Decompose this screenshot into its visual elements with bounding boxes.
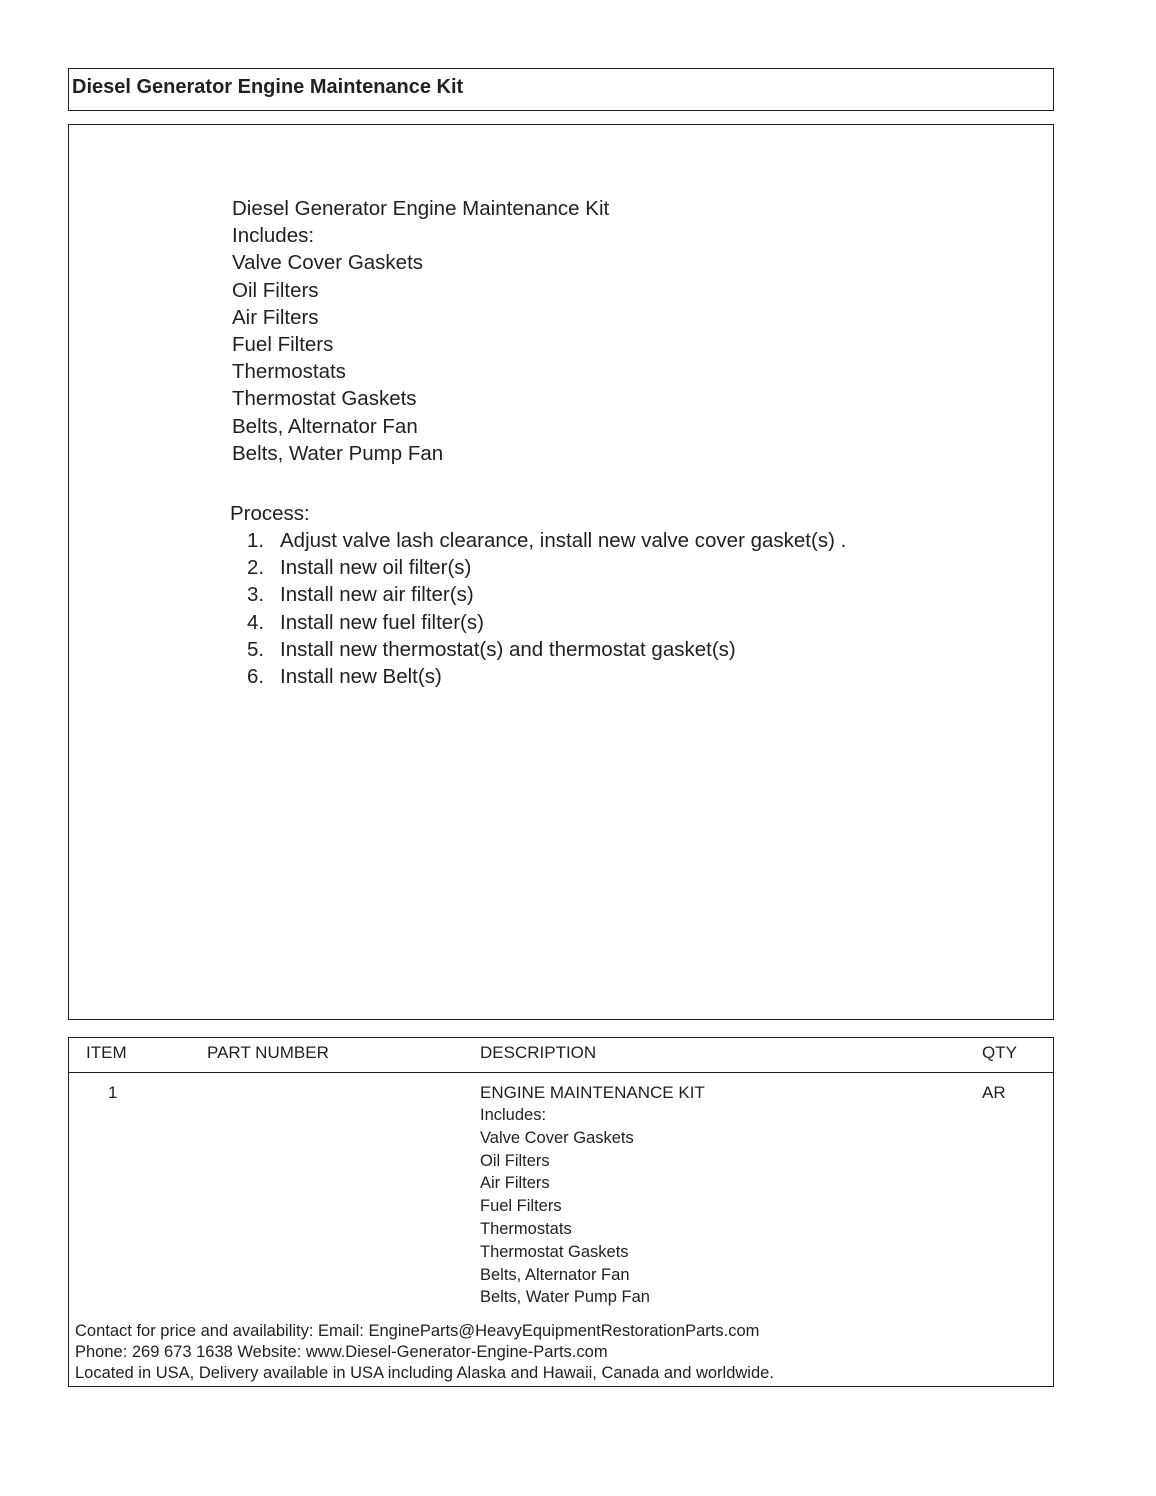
kit-contents (232, 195, 609, 467)
page-title: Diesel Generator Engine Maintenance Kit (72, 76, 464, 98)
process-step (247, 663, 846, 690)
step-text: Install new Belt(s) (280, 665, 442, 689)
contact-line-email: Contact for price and availability: Email: EngineParts@HeavyEquipmentRestorationParts.com (75, 1322, 760, 1340)
description-line: Oil Filters (480, 1151, 550, 1170)
step-text: Install new fuel filter(s) (280, 610, 484, 634)
kit-heading: Diesel Generator Engine Maintenance Kit (232, 197, 610, 220)
step-text: Install new oil filter(s) (280, 556, 472, 580)
kit-item: Belts, Water Pump Fan (232, 441, 444, 465)
kit-item: Belts, Alternator Fan (232, 414, 418, 438)
row-qty: AR (982, 1083, 1006, 1102)
kit-item: Thermostat Gaskets (232, 387, 417, 411)
column-header-description: DESCRIPTION (480, 1043, 597, 1062)
description-line: Belts, Alternator Fan (480, 1265, 630, 1284)
kit-item: Valve Cover Gaskets (232, 251, 424, 275)
kit-item: Air Filters (232, 305, 319, 329)
process-step (247, 581, 846, 608)
contact-line-location: Located in USA, Delivery available in USA including Alaska and Hawaii, Canada and worldwide. (75, 1363, 774, 1382)
step-text: Adjust valve lash clearance, install new valve cover gasket(s) . (280, 529, 847, 552)
step-number: 3. (247, 583, 265, 607)
row-description-lines (480, 1104, 650, 1309)
description-line: Includes: (480, 1106, 547, 1124)
process-step (247, 636, 846, 663)
kit-item: Oil Filters (232, 278, 319, 302)
column-header-qty: QTY (982, 1043, 1017, 1062)
process-steps (247, 527, 846, 690)
step-number: 6. (247, 665, 265, 689)
step-text: Install new thermostat(s) and thermostat gasket(s) (280, 637, 736, 661)
row-description-title: ENGINE MAINTENANCE KIT (480, 1083, 705, 1102)
step-number: 5. (247, 637, 265, 661)
step-number: 4. (247, 610, 265, 634)
column-header-item: ITEM (86, 1043, 127, 1062)
step-text: Install new air filter(s) (280, 583, 474, 607)
title-box (68, 68, 1054, 111)
column-header-part-number: PART NUMBER (207, 1043, 329, 1062)
header-divider (69, 1072, 1053, 1073)
step-number: 2. (247, 556, 265, 580)
contact-line-phone-website: Phone: 269 673 1638 Website: www.Diesel-Generator-Engine-Parts.com (75, 1342, 608, 1361)
description-line: Belts, Water Pump Fan (480, 1288, 650, 1307)
process-step (247, 609, 846, 636)
process-step (247, 527, 846, 554)
description-line: Air Filters (480, 1174, 550, 1193)
description-line: Valve Cover Gaskets (480, 1128, 634, 1147)
kit-item: Fuel Filters (232, 333, 334, 357)
kit-item: Thermostats (232, 360, 346, 384)
process-step (247, 554, 846, 581)
parts-table (68, 1037, 1054, 1387)
contact-info (75, 1321, 774, 1383)
step-number: 1. (247, 529, 265, 552)
process-label: Process: (230, 502, 310, 525)
includes-label: Includes: (232, 224, 315, 248)
row-item-number: 1 (108, 1083, 118, 1102)
kit-details-box (68, 124, 1054, 1020)
description-line: Fuel Filters (480, 1197, 562, 1216)
description-line: Thermostats (480, 1219, 572, 1238)
description-line: Thermostat Gaskets (480, 1242, 629, 1261)
